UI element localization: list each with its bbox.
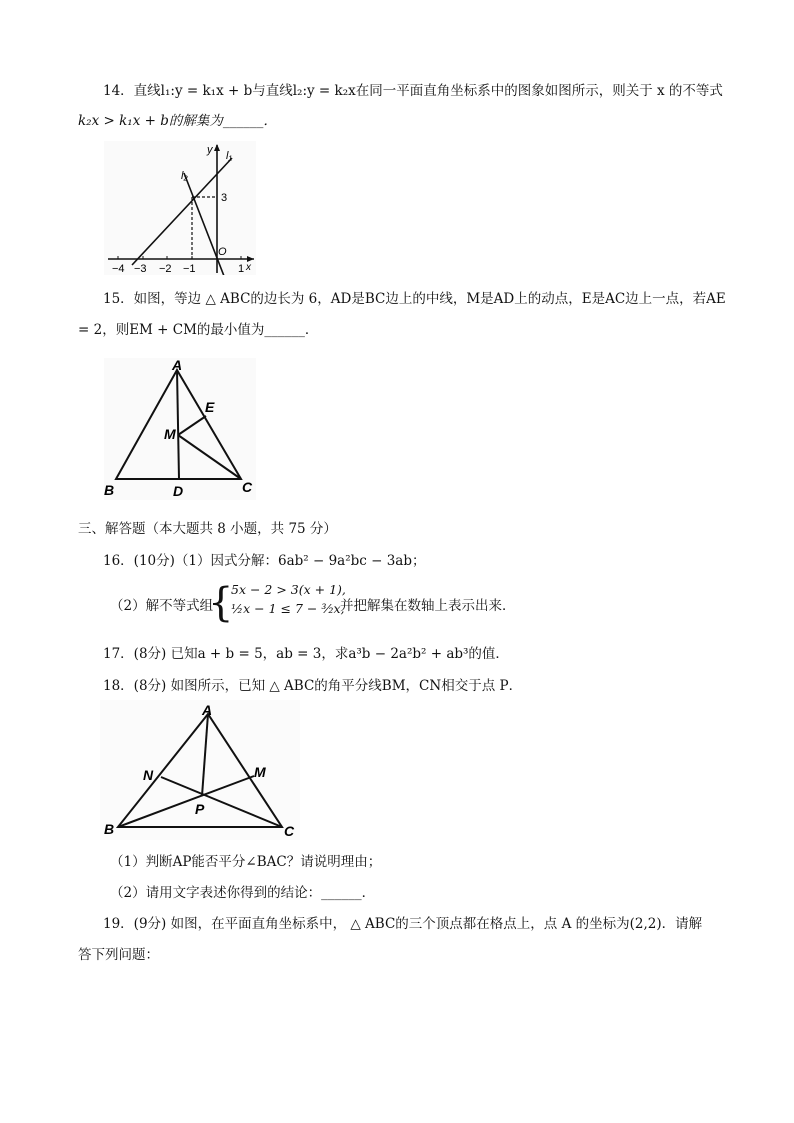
label-n-18: N [143,767,154,783]
q14-line2: k₂x > k₁x + b的解集为______． [78,113,277,129]
x-axis-label: x [246,262,251,273]
q16-part1: 16．(10分)（1）因式分解：6ab² − 9a²bc − 3ab； [103,553,426,569]
q18-sub2: （2）请用文字表述你得到的结论：______． [110,885,376,901]
q18-sub1: （1）判断AP能否平分∠BAC？请说明理由； [110,854,382,870]
tick-neg4: −4 [112,263,125,275]
inequality-1: 5x − 2 > 3(x + 1), [231,582,346,597]
q14-graph [104,141,256,275]
tick-y3: 3 [221,192,228,204]
q15-figure [104,358,256,500]
l2-label: l₂ [181,170,188,182]
q16-part2-label: （2）解不等式组 [110,598,214,614]
q15-line2: = 2，则EM + CM的最小值为______． [78,322,319,338]
y-axis-label: y [207,144,213,156]
tick-neg2: −2 [159,263,172,275]
q16-part2-tail: 并把解集在数轴上表示出来． [340,598,516,614]
q18-figure [100,700,300,840]
label-m-18: M [254,764,266,780]
label-c-18: C [284,823,295,839]
label-c: C [242,479,253,495]
q15-line1: 15．如图，等边 △ ABC的边长为 6，AD是BC边上的中线，M是AD上的动点，E是AC边上一点，若AE [103,291,726,307]
tick-1: 1 [238,263,245,275]
system-brace: { [208,580,234,626]
tick-neg3: −3 [134,263,147,275]
label-d: D [173,483,184,499]
inequality-2: ½x − 1 ≤ 7 − ³⁄₂x, [231,601,345,616]
label-a-18: A [202,702,213,718]
section-title: 三、解答题（本大题共 8 小题，共 75 分） [78,521,337,537]
label-p-18: P [195,801,205,817]
l1-label: l₁ [226,150,232,162]
label-b: B [104,482,115,498]
origin-label: O [218,246,227,258]
label-e: E [205,399,215,415]
label-a: A [172,358,183,373]
q19-line1: 19．(9分) 如图，在平面直角坐标系中， △ ABC的三个顶点都在格点上，点 A 的坐标为(2,2)．请解 [103,916,703,932]
label-b-18: B [104,821,115,837]
label-m: M [164,426,176,442]
q18-text: 18．(8分) 如图所示，已知 △ ABC的角平分线BM，CN相交于点 P． [103,678,523,694]
q19-line2: 答下列问题： [78,947,159,963]
q17-text: 17．(8分) 已知a + b = 5，ab = 3，求a³b − 2a²b² + ab³的值． [103,646,509,662]
q14-line1: 14．直线l₁:y = k₁x + b与直线l₂:y = k₂x在同一平面直角坐标系中的图象如图所示，则关于 x 的不等式 [103,83,723,99]
tick-neg1: −1 [183,263,196,275]
